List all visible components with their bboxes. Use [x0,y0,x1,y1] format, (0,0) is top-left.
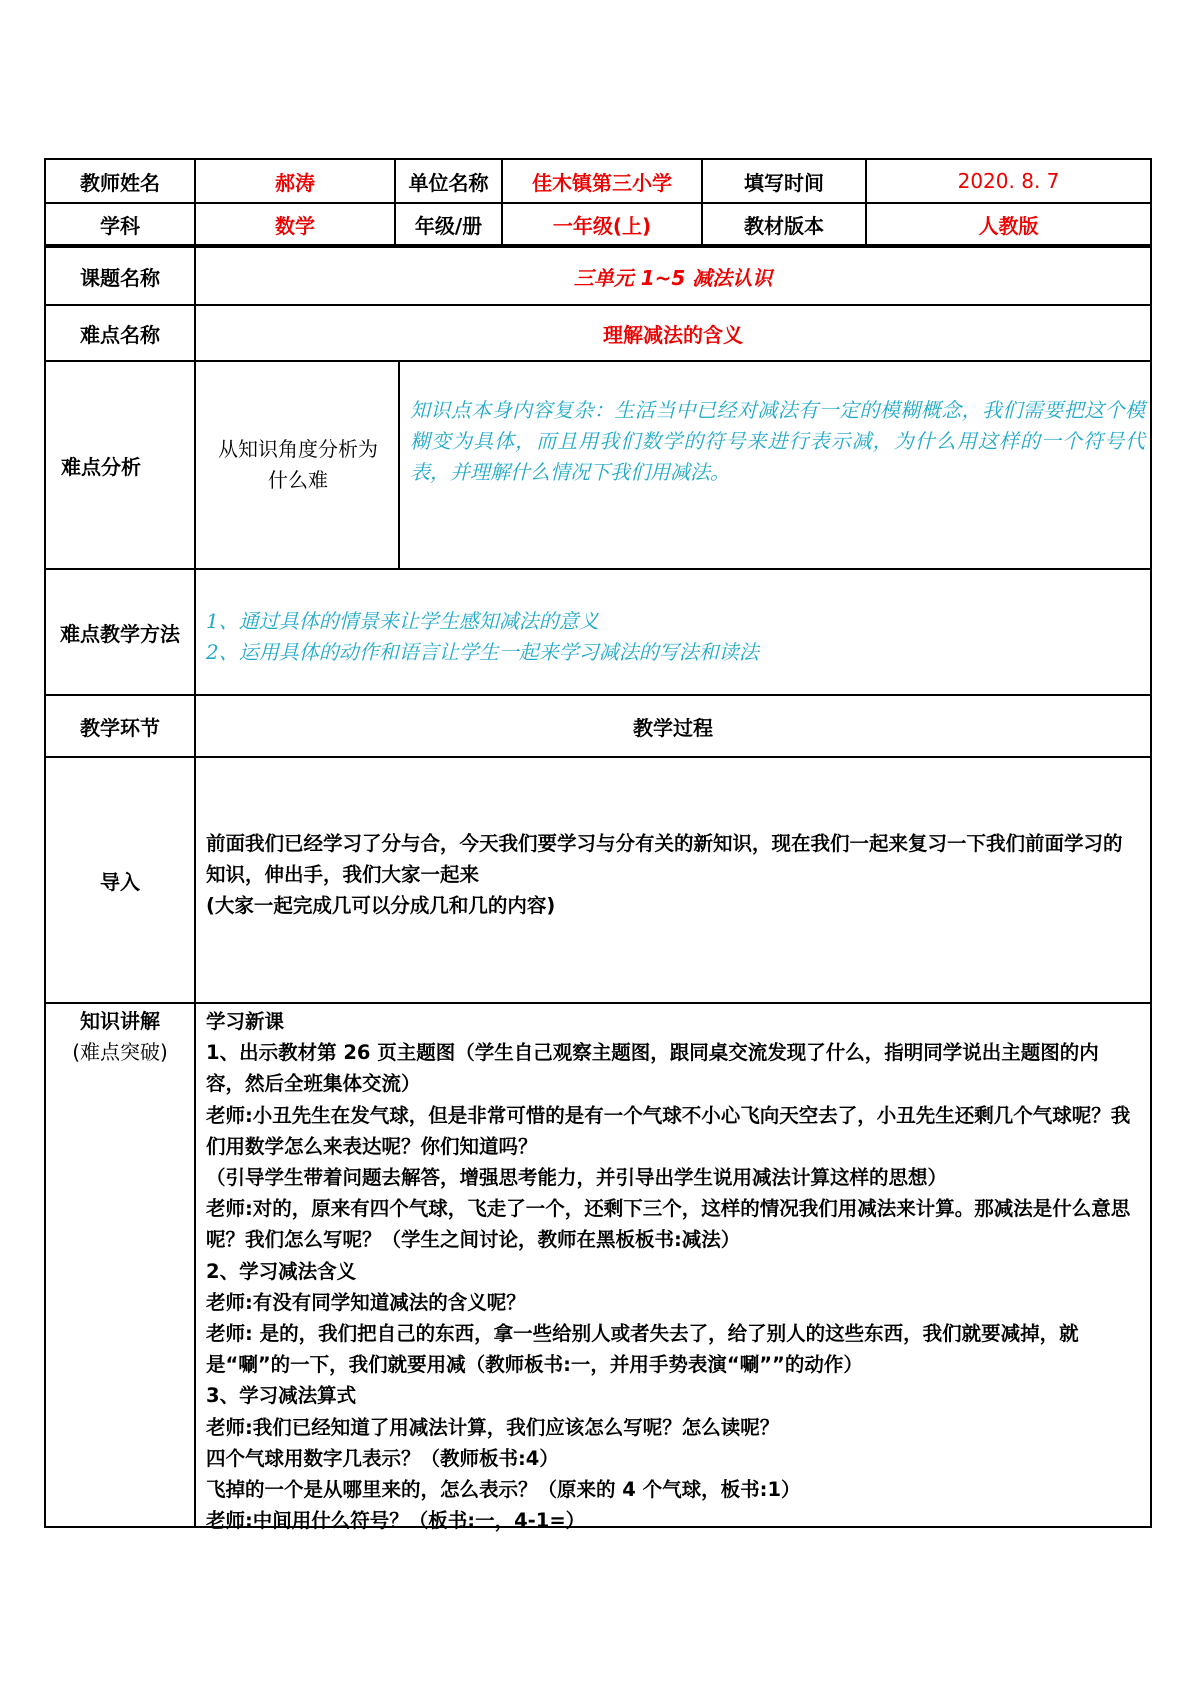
knowledge-line: 老师:中间用什么符号？（板书:一，4-1=） [206,1509,586,1533]
method-label: 难点教学方法 [60,621,180,646]
knowledge-line: 老师:对的，原来有四个气球，飞走了一个，还剩下三个，这样的情况我们用减法来计算。那减法是什么意思呢？我们怎么写呢？（学生之间讨论，教师在黑板板书:减法） [206,1197,1131,1252]
grade-label: 年级/册 [414,213,483,238]
row-divider [46,1002,1150,1004]
knowledge-line: 1、出示教材第 26 页主题图（学生自己观察主题图，跟同桌交流发现了什么，指明同学说出主题图的内容，然后全班集体交流） [206,1041,1099,1096]
knowledge-label-line: (难点突破) [72,1040,168,1064]
unit-label: 单位名称 [408,170,489,195]
topic-label: 课题名称 [80,265,160,290]
date-label: 填写时间 [744,170,824,195]
knowledge-text [206,1006,1136,1536]
analysis-text: 知识点本身内容复杂：生活当中已经对减法有一定的模糊概念，我们需要把这个模糊变为具体，而且用我们数学的符号来进行表示减，为什么用这样的一个符号代表，并理解什么情况下我们用减法。 [410,398,1145,484]
teacher-name-value: 郝涛 [275,170,315,195]
col-divider [194,248,196,1526]
method-item: 1、通过具体的情景来让学生感知减法的意义 [206,609,599,633]
difficulty-value: 理解减法的含义 [603,322,743,347]
knowledge-label-line: 知识讲解 [80,1009,160,1033]
knowledge-line: 老师:我们已经知道了用减法计算，我们应该怎么写呢？怎么读呢？ [206,1415,780,1439]
edition-value: 人教版 [978,213,1039,238]
knowledge-label [46,1006,194,1068]
intro-paragraph: 前面我们已经学习了分与合，今天我们要学习与分有关的新知识，现在我们一起来复习一下我们前面学习的知识，伸出手，我们大家一起来 [206,832,1123,887]
knowledge-line: 老师:有没有同学知道减法的含义呢？ [206,1290,526,1314]
method-list [206,606,1136,668]
knowledge-line: 3、学习减法算式 [206,1384,357,1408]
col-divider [398,362,400,568]
subject-value: 数学 [275,213,315,238]
knowledge-line: 学习新课 [206,1010,285,1033]
unit-value: 佳木镇第三小学 [532,170,672,195]
teacher-name-label: 教师姓名 [80,170,160,195]
method-item: 2、运用具体的动作和语言让学生一起来学习减法的写法和读法 [206,640,759,664]
row-divider [46,756,1150,758]
info-table [44,158,1152,246]
topic-value: 三单元 1~5 减法认识 [573,265,773,290]
lesson-table [44,246,1152,1533]
grade-value: 一年级(上) [552,213,652,238]
analysis-sublabel: 从知识角度分析为什么难 [218,437,378,492]
knowledge-line: （引导学生带着问题去解答，增强思考能力，并引导出学生说用减法计算这样的思想） [206,1166,948,1190]
difficulty-label: 难点名称 [80,322,160,347]
knowledge-line: 2、学习减法含义 [206,1259,357,1283]
knowledge-line: 老师:小丑先生在发气球，但是非常可惜的是有一个气球不小心飞向天空去了，小丑先生还剩几个气球呢？我们用数学怎么来表达呢？你们知道吗？ [206,1103,1131,1158]
intro-text [206,828,1136,922]
date-value: 2020. 8. 7 [957,169,1060,193]
edition-label: 教材版本 [744,213,824,238]
intro-paragraph: (大家一起完成几可以分成几和几的内容) [206,894,556,918]
process-step-label: 教学环节 [80,715,160,740]
knowledge-line: 四个气球用数字几表示？（教师板书:4） [206,1446,559,1470]
knowledge-line: 老师: 是的，我们把自己的东西，拿一些给别人或者失去了，给了别人的这些东西，我们就要减掉，就是“唰”的一下，我们就要用减（教师板书:一，并用手势表演“唰””的动作） [206,1322,1079,1377]
row-divider [46,568,1150,570]
subject-label: 学科 [100,213,140,238]
knowledge-line: 飞掉的一个是从哪里来的，怎么表示？（原来的 4 个气球，板书:1） [206,1478,801,1502]
process-header-value: 教学过程 [633,715,713,740]
analysis-label: 难点分析 [61,454,141,479]
intro-label: 导入 [100,869,140,894]
